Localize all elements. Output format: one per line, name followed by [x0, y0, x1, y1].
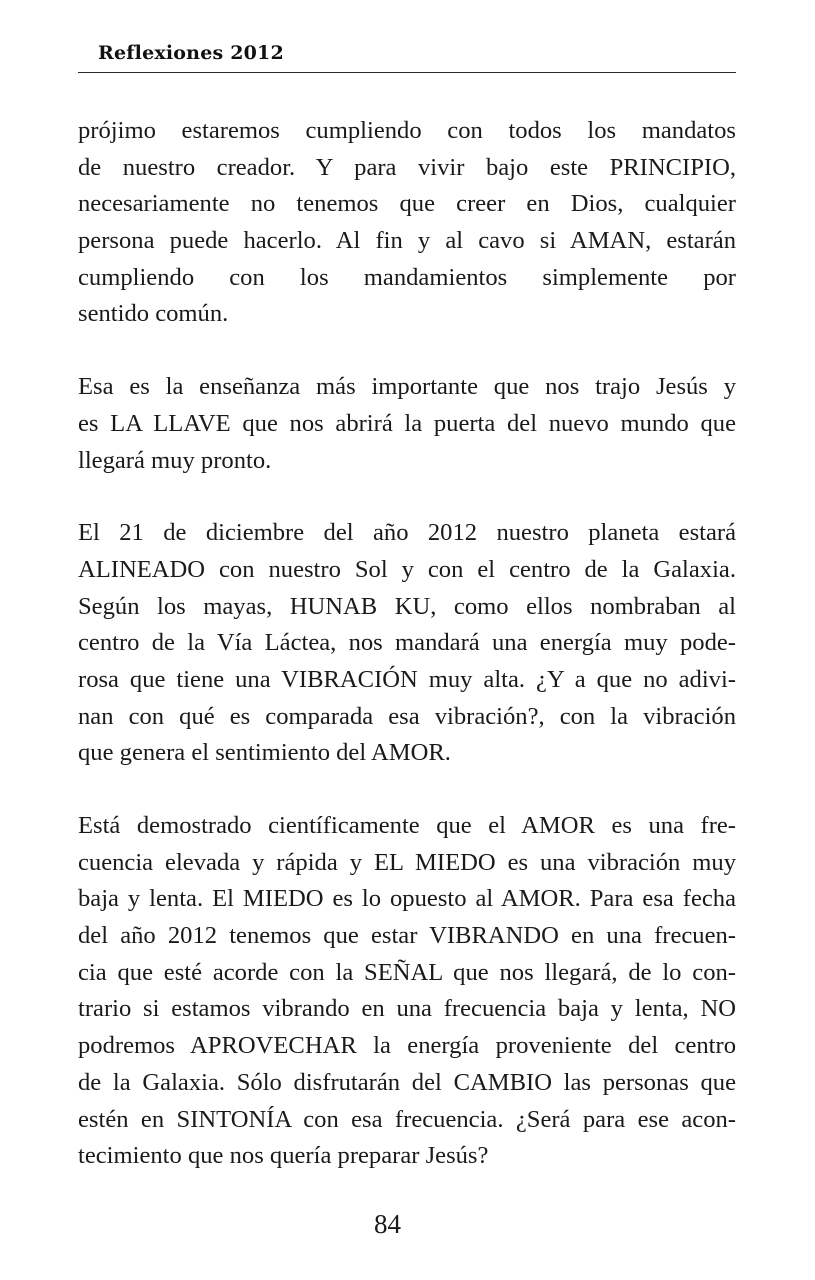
text-line: del año 2012 tenemos que estar VIBRANDO en una frecuen- [78, 922, 736, 950]
text-line: cuencia elevada y rápida y EL MIEDO es una vibración muy [78, 848, 736, 876]
text-line: es LA LLAVE que nos abrirá la puerta del nuevo mundo que [78, 409, 736, 437]
text-line: El 21 de diciembre del año 2012 nuestro planeta estará [78, 519, 736, 547]
text-line: podremos APROVECHAR la energía proveniente del centro [78, 1032, 736, 1060]
text-line: Esa es la enseñanza más importante que nos trajo Jesús y [78, 373, 736, 401]
paragraph [78, 113, 736, 333]
text-line: cumpliendo con los mandamientos simplemente por [78, 263, 736, 291]
running-header [78, 38, 736, 73]
text-line: que genera el sentimiento del AMOR. [78, 739, 451, 767]
text-line: rosa que tiene una VIBRACIÓN muy alta. ¿Y a que no adivi- [78, 665, 736, 693]
body-text [78, 113, 736, 1211]
text-line: baja y lenta. El MIEDO es lo opuesto al AMOR. Para esa fecha [78, 885, 736, 913]
text-line: de nuestro creador. Y para vivir bajo este PRINCIPIO, [78, 153, 736, 181]
paragraph [78, 808, 736, 1175]
running-header-title: Reflexiones 2012 [98, 42, 284, 64]
text-line: necesariamente no tenemos que creer en Dios, cualquier [78, 190, 736, 218]
text-line: llegará muy pronto. [78, 446, 272, 474]
text-line: ALINEADO con nuestro Sol y con el centro de la Galaxia. [78, 555, 736, 583]
text-line: persona puede hacerlo. Al fin y al cavo si AMAN, estarán [78, 227, 736, 255]
text-line: prójimo estaremos cumpliendo con todos los mandatos [78, 117, 736, 144]
text-line: Según los mayas, HUNAB KU, como ellos nombraban al [78, 592, 736, 620]
paragraph [78, 515, 736, 772]
page-number: 84 [374, 1209, 401, 1239]
text-line: trario si estamos vibrando en una frecuencia baja y lenta, NO [78, 995, 736, 1023]
text-line: estén en SINTONÍA con esa frecuencia. ¿Será para ese acon- [78, 1105, 736, 1133]
text-line: tecimiento que nos quería preparar Jesús? [78, 1142, 489, 1170]
text-line: de la Galaxia. Sólo disfrutarán del CAMBIO las personas que [78, 1068, 736, 1096]
text-line: cia que esté acorde con la SEÑAL que nos llegará, de lo con- [78, 958, 736, 986]
text-line: sentido común. [78, 300, 229, 328]
text-line: centro de la Vía Láctea, nos mandará una energía muy pode- [78, 629, 736, 657]
text-line: nan con qué es comparada esa vibración?, con la vibración [78, 702, 736, 730]
paragraph [78, 369, 736, 479]
text-line: Está demostrado científicamente que el AMOR es una fre- [78, 812, 736, 839]
